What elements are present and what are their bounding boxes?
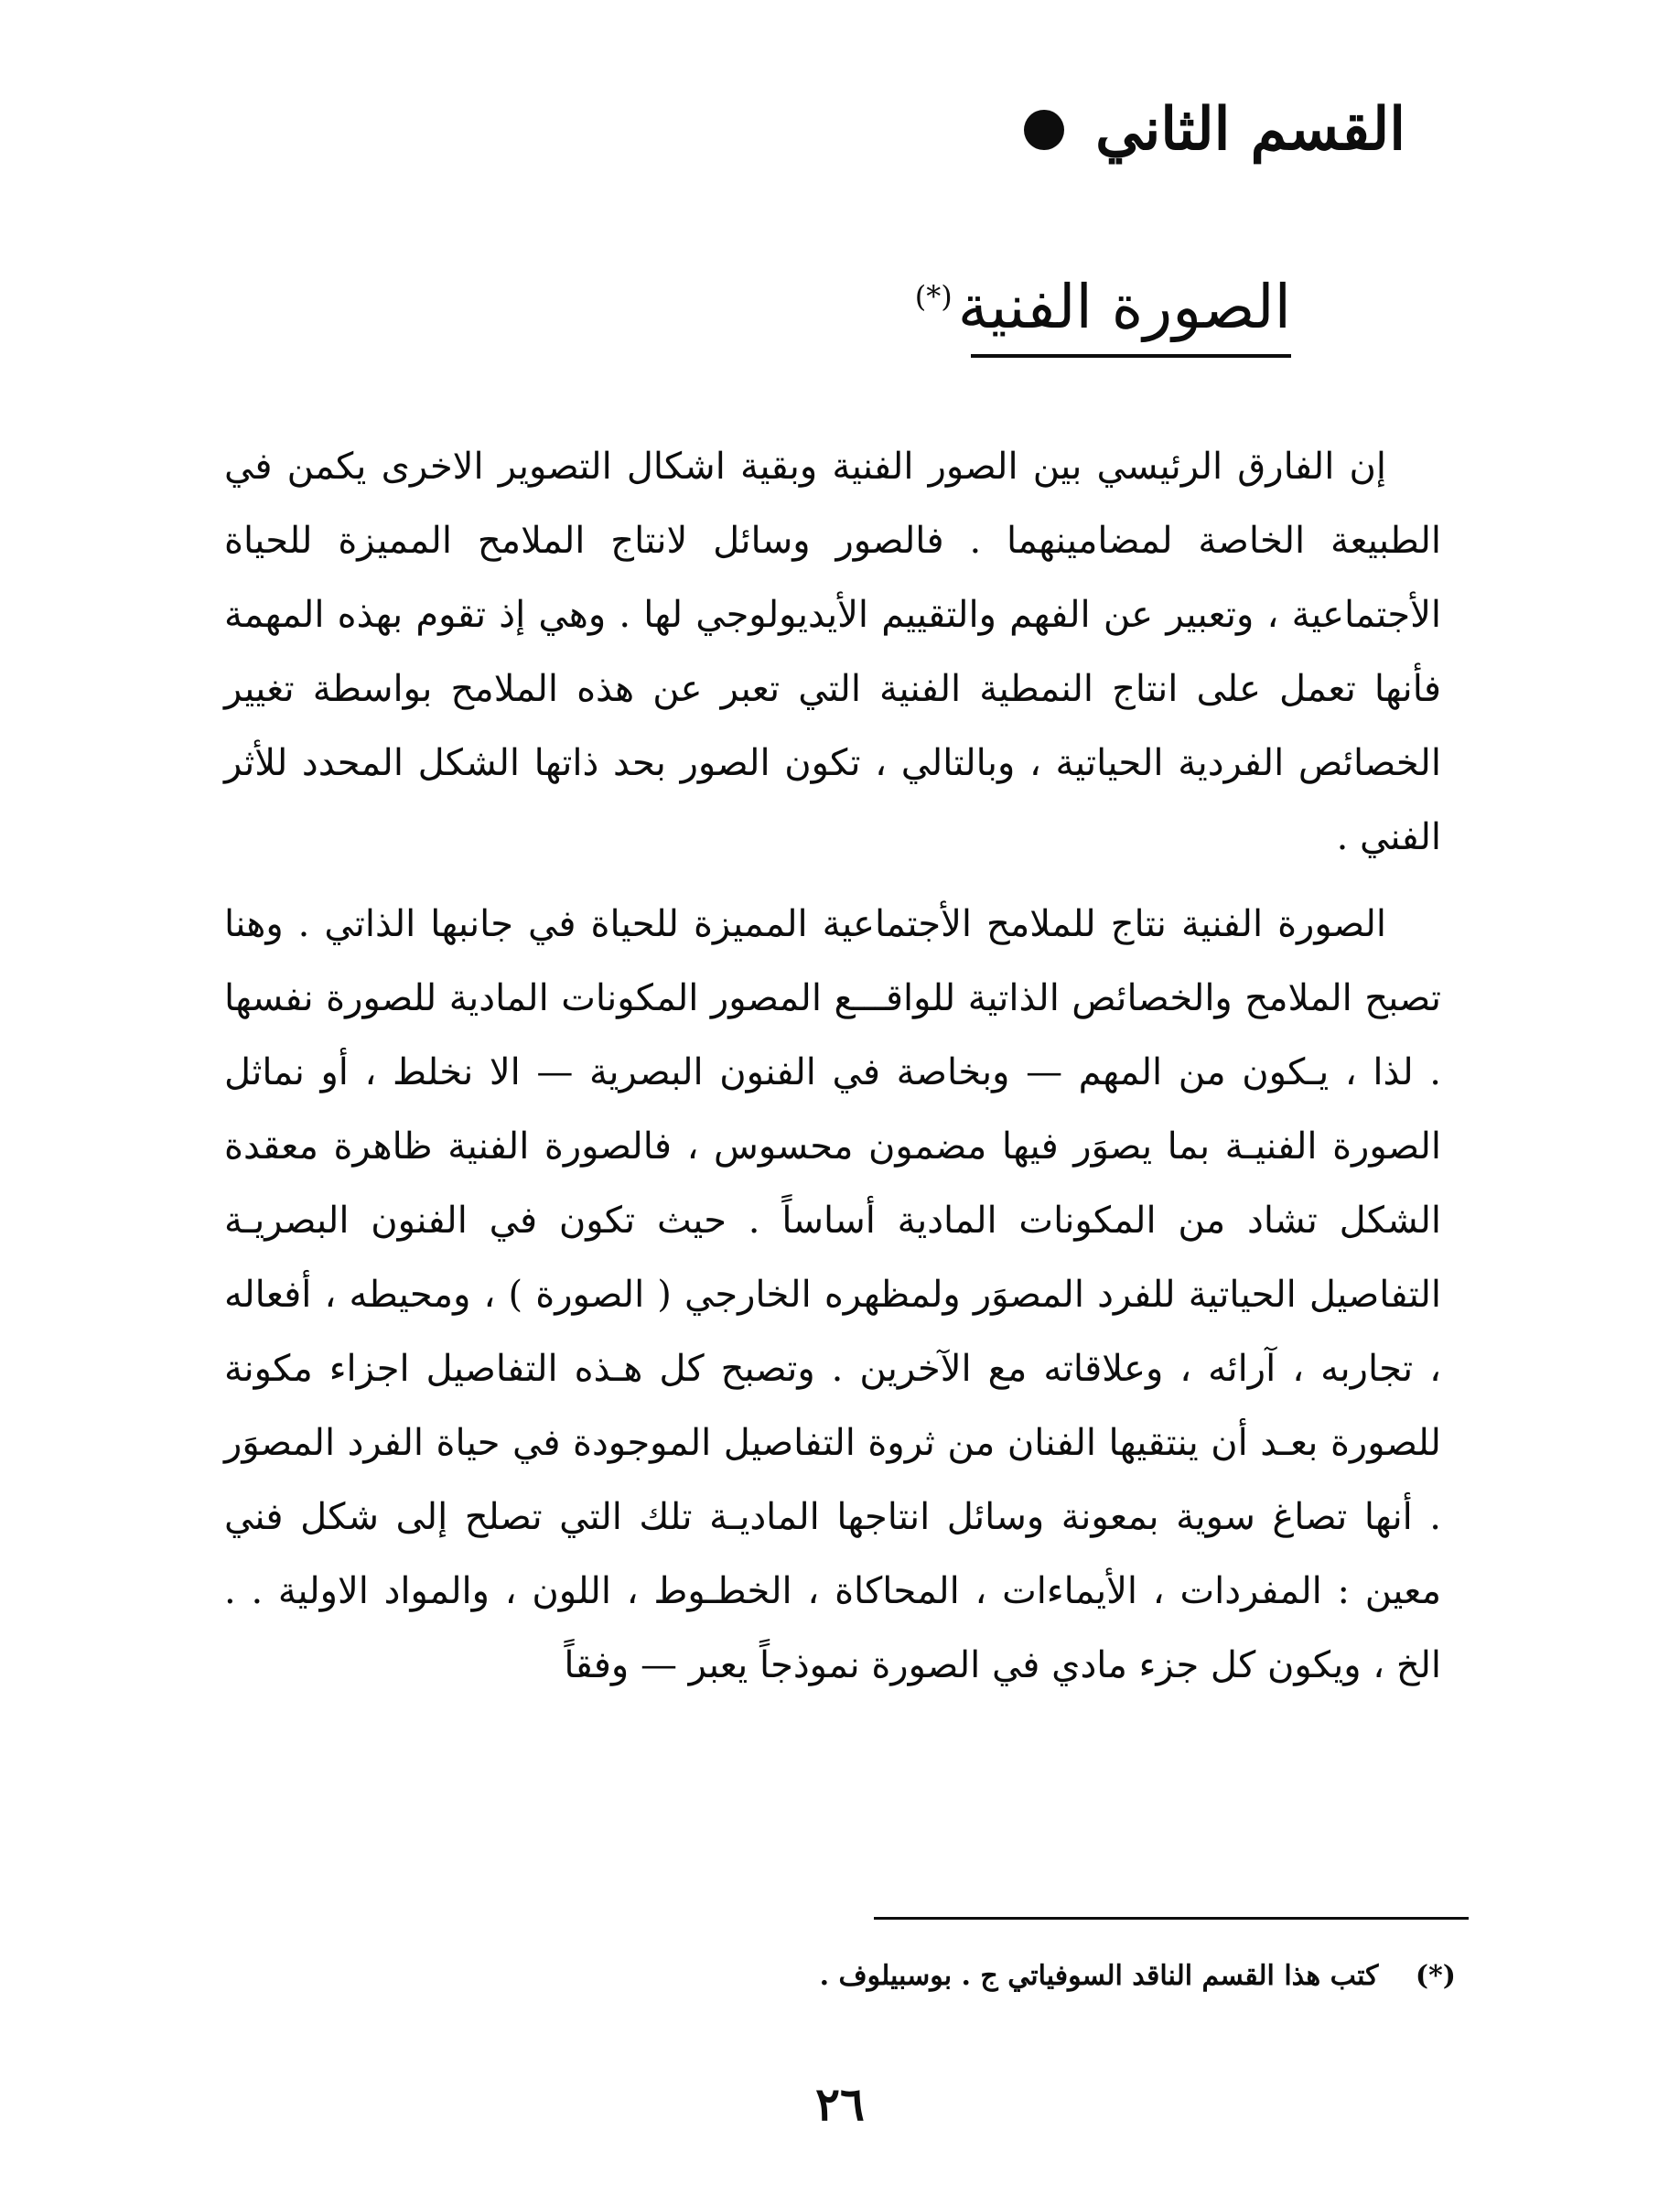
footnote-text: كتب هذا القسم الناقد السوفياتي ج . بوسبيلوف . [819, 1960, 1379, 1992]
title-underline [971, 354, 1291, 358]
footnote-separator [874, 1917, 1469, 1920]
article-title [915, 274, 1291, 358]
paragraph-2: الصورة الفنية نتاج للملامح الأجتماعية المميزة للحياة في جانبها الذاتي . وهنا تصبح الملامح والخصائص الذاتية للواقـــع المصور المكونات المادية للصورة نفسها . لذا ، يـكون من المهم — وبخاصة في الفنون البصرية — الا نخلط ، أو نماثل الصورة الفنيـة بما يصوَر فيها مضمون محسوس ، فالصورة الفنية ظاهرة معقدة الشكل تشاد من المكونات المادية أساساً . حيث تكون في الفنون البصريـة التفاصيل الحياتية للفرد المصوَر ولمظهره الخارجي ( الصورة ) ، ومحيطه ، أفعاله ، تجاربه ، آرائه ، وعلاقاته مع الآخرين . وتصبح كل هـذه التفاصيل اجزاء مكونة للصورة بعـد أن ينتقيها الفنان من ثروة التفاصيل الموجودة في حياة الفرد المصوَر . أنها تصاغ سوية بمعونة وسائل انتاجها الماديـة تلك التي تصلح إلى شكل فني معين : المفردات ، الأيماءات ، المحاكاة ، الخطـوط ، اللون ، والمواد الاولية . . الخ ، ويكون كل جزء مادي في الصورة نموذجاً يعبر — وفقاً [224, 903, 1442, 1686]
section-title: القسم الثاني [1095, 95, 1405, 164]
footnote [820, 1958, 1456, 1995]
section-heading [1024, 95, 1405, 164]
article-title-text: الصورة الفنية [957, 272, 1291, 342]
bullet-dot-icon [1024, 110, 1064, 150]
footnote-marker: (*) [1415, 1960, 1456, 1992]
body-text [224, 430, 1441, 1703]
page-number: ٢٦ [815, 2077, 865, 2131]
paragraph-1: إن الفارق الرئيسي بين الصور الفنية وبقية اشكال التصوير الاخرى يكمن في الطبيعة الخاصة لمضامينهما . فالصور وسائل لانتاج الملامح المميزة للحياة الأجتماعية ، وتعبير عن الفهم والتقييم الأيديولوجي لها . وهي إذ تقوم بهذه المهمة فأنها تعمل على انتاج النمطية الفنية التي تعبر عن هذه الملامح بواسطة تغيير الخصائص الفردية الحياتية ، وبالتالي ، تكون الصور بحد ذاتها الشكل المحدد للأثر الفني . [224, 446, 1441, 858]
footnote-reference: (*) [914, 279, 953, 314]
article-heading [915, 274, 1291, 358]
